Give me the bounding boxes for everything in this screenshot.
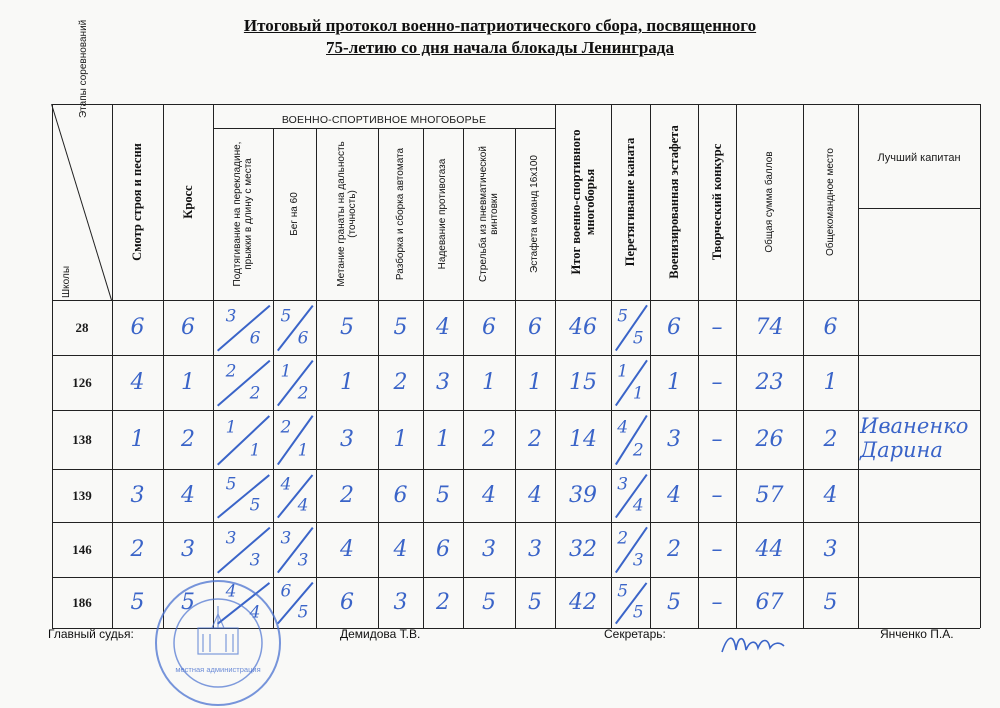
cell-estafeta: 2 — [528, 426, 542, 452]
cell-metanie: 5 — [340, 314, 354, 340]
cell-summa: 44 — [755, 536, 784, 562]
cell-kross: 3 — [181, 536, 195, 562]
cell-strelba: 4 — [482, 482, 496, 508]
cell-pull-top: 2 — [225, 361, 237, 381]
cell-tvorch: – — [711, 589, 723, 615]
cell-kross: 6 — [181, 314, 195, 340]
cell-summa: 26 — [755, 426, 784, 452]
column-line — [112, 104, 113, 628]
cell-protivogaz: 3 — [436, 369, 450, 395]
cell-voen_est: 1 — [667, 369, 681, 395]
cell-smotr: 4 — [130, 369, 145, 395]
cell-pull-top: 4 — [225, 581, 237, 602]
cell-razborka: 3 — [393, 589, 408, 615]
chief-judge-label: Главный судья: — [48, 627, 134, 641]
column-line — [736, 104, 737, 628]
cell-kanat-bottom: 5 — [632, 602, 644, 623]
cell-mesto: 2 — [823, 426, 838, 452]
cell-mesto: 6 — [823, 314, 838, 340]
column-line — [213, 104, 214, 628]
cell-estafeta: 5 — [528, 589, 542, 615]
column-line — [423, 128, 424, 628]
cell-smotr: 2 — [130, 536, 145, 562]
cell-itog: 32 — [569, 536, 597, 562]
cell-mesto: 3 — [823, 536, 838, 562]
title-line-2: 75-летию со дня начала блокады Ленинграда — [326, 38, 674, 57]
cell-razborka: 1 — [393, 426, 408, 452]
column-line — [273, 128, 274, 628]
cell-itog: 42 — [569, 589, 597, 615]
cell-strelba: 5 — [482, 589, 496, 615]
cell-tvorch: – — [711, 426, 723, 452]
secretary-label: Секретарь: — [604, 627, 666, 641]
title-line-1: Итоговый протокол военно-патриотического сбора, посвященного — [243, 16, 757, 35]
table-border-top — [52, 104, 980, 105]
cell-protivogaz: 6 — [436, 536, 450, 562]
cell-estafeta: 1 — [528, 369, 542, 395]
cell-kanat-top: 5 — [617, 306, 629, 326]
column-line — [463, 128, 464, 628]
header-estafeta: Эстафета команд 16х100 — [529, 155, 541, 273]
column-line — [163, 104, 164, 628]
school-number: 126 — [72, 374, 92, 390]
cell-summa: 74 — [755, 314, 784, 340]
row-line — [52, 355, 980, 356]
cell-razborka: 6 — [393, 482, 408, 508]
cell-beg-bottom: 2 — [297, 383, 309, 403]
cell-kross: 4 — [181, 482, 195, 508]
cell-voen_est: 3 — [667, 426, 681, 452]
cell-mesto: 4 — [823, 482, 838, 508]
cell-tvorch: – — [711, 536, 723, 562]
cell-estafeta: 4 — [528, 482, 542, 508]
group-label: ВОЕННО-СПОРТИВНОЕ МНОГОБОРЬЕ — [281, 114, 487, 126]
cell-kanat-bottom: 3 — [632, 550, 644, 570]
cell-pull-top: 5 — [225, 474, 237, 495]
cell-kanat-bottom: 1 — [632, 383, 644, 403]
column-line — [650, 104, 651, 628]
cell-tvorch: – — [711, 369, 723, 395]
cell-summa: 57 — [755, 482, 784, 508]
school-number: 139 — [72, 487, 92, 503]
cell-razborka: 4 — [393, 536, 408, 562]
cell-estafeta: 6 — [528, 314, 542, 340]
cell-pull-bottom: 3 — [249, 550, 261, 570]
cell-metanie: 2 — [340, 482, 354, 508]
cell-kanat-bottom: 2 — [632, 440, 644, 461]
cell-beg-bottom: 4 — [297, 495, 309, 516]
cell-pull-bottom: 4 — [249, 602, 261, 623]
cell-estafeta: 3 — [528, 536, 542, 562]
secretary-signature — [718, 626, 788, 662]
corner-label-schools: Школы — [61, 265, 72, 298]
cell-kanat-bottom: 4 — [632, 495, 644, 516]
column-line — [378, 128, 379, 628]
cell-itog: 39 — [569, 482, 597, 508]
header-protivogaz: Надевание противогаза — [437, 158, 449, 270]
cell-kanat-top: 1 — [617, 361, 629, 381]
cell-metanie: 6 — [340, 589, 354, 615]
cell-razborka: 2 — [393, 369, 408, 395]
group-divider-line — [213, 128, 555, 129]
cell-smotr: 6 — [130, 314, 145, 340]
header-pull: Подтягивание на перекладине, прыжки в длину с места — [231, 141, 254, 287]
header-captain: Лучший капитан — [877, 152, 961, 164]
cell-kross: 2 — [181, 426, 195, 452]
row-line — [52, 522, 980, 523]
cell-pull-top: 1 — [225, 417, 237, 438]
header-strelba: Стрельба из пневматической винтовки — [477, 146, 500, 282]
header-smotr: Смотр строя и песни — [130, 143, 145, 261]
cell-voen_est: 2 — [667, 536, 681, 562]
captain-divider-line — [858, 208, 980, 209]
column-line — [515, 128, 516, 628]
chief-judge-name: Демидова Т.В. — [340, 627, 421, 641]
cell-protivogaz: 5 — [436, 482, 450, 508]
school-number: 186 — [72, 594, 92, 610]
cell-beg-bottom: 6 — [297, 328, 309, 348]
header-metanie: Метание гранаты на дальность (точность) — [335, 141, 358, 287]
cell-summa: 23 — [755, 369, 784, 395]
cell-protivogaz: 4 — [436, 314, 450, 340]
column-line — [858, 104, 859, 628]
cell-kanat-top: 2 — [617, 528, 629, 548]
header-beg: Бег на 60 — [288, 192, 300, 236]
row-line — [52, 469, 980, 470]
cell-mesto: 1 — [823, 369, 838, 395]
secretary-name: Янченко П.А. — [880, 627, 954, 641]
cell-itog: 14 — [569, 426, 597, 452]
header-bottom-line — [52, 300, 980, 301]
header-kanat: Перетягивание каната — [623, 137, 638, 267]
cell-mesto: 5 — [823, 589, 838, 615]
cell-captain: Иваненко Дарина — [860, 414, 969, 463]
cell-voen_est: 6 — [667, 314, 681, 340]
school-number: 146 — [72, 541, 92, 557]
cell-metanie: 3 — [340, 426, 354, 452]
cell-beg-top: 6 — [280, 581, 292, 602]
column-line — [980, 104, 981, 628]
header-itog: Итог военно-спортивного многоборья — [568, 129, 597, 275]
header-tvorch: Творческий конкурс — [709, 143, 724, 261]
cell-pull-bottom: 5 — [249, 495, 261, 516]
column-line — [555, 104, 556, 628]
cell-pull-bottom: 2 — [249, 383, 261, 403]
cell-protivogaz: 2 — [436, 589, 450, 615]
header-voen_est: Военизированная эстафета — [666, 125, 681, 279]
cell-itog: 46 — [569, 314, 597, 340]
cell-strelba: 3 — [482, 536, 496, 562]
cell-pull-top: 3 — [225, 306, 237, 326]
cell-pull-top: 3 — [225, 528, 237, 548]
school-number: 28 — [75, 319, 89, 335]
column-line — [698, 104, 699, 628]
cell-beg-top: 5 — [280, 306, 292, 326]
cell-strelba: 1 — [482, 369, 496, 395]
cell-voen_est: 4 — [667, 482, 681, 508]
header-razborka: Разборка и сборка автомата — [394, 147, 406, 281]
header-kross: Кросс — [180, 185, 195, 219]
row-line — [52, 410, 980, 411]
cell-beg-top: 3 — [280, 528, 292, 548]
header-mesto: Общекомандное место — [824, 148, 836, 256]
column-line — [611, 104, 612, 628]
official-stamp — [148, 578, 288, 708]
column-line — [803, 104, 804, 628]
stamp-text: местная администрация — [175, 665, 261, 674]
cell-kanat-top: 5 — [617, 581, 629, 602]
cell-pull-bottom: 1 — [249, 440, 261, 461]
cell-summa: 67 — [755, 589, 784, 615]
cell-kross: 1 — [181, 369, 195, 395]
cell-kross: 5 — [181, 589, 195, 615]
cell-pull-bottom: 6 — [249, 328, 261, 348]
cell-metanie: 1 — [340, 369, 354, 395]
cell-kanat-top: 3 — [617, 474, 629, 495]
school-number: 138 — [72, 431, 92, 447]
column-line — [316, 128, 317, 628]
header-summa: Общая сумма баллов — [763, 151, 775, 253]
cell-metanie: 4 — [340, 536, 354, 562]
cell-beg-bottom: 3 — [297, 550, 309, 570]
cell-tvorch: – — [711, 314, 723, 340]
cell-strelba: 6 — [482, 314, 496, 340]
cell-protivogaz: 1 — [436, 426, 450, 452]
corner-label-stages: Этапы соревнований — [78, 19, 89, 118]
cell-kanat-top: 4 — [617, 417, 629, 438]
cell-beg-top: 2 — [280, 417, 292, 438]
cell-beg-top: 4 — [280, 474, 292, 495]
cell-beg-bottom: 5 — [297, 602, 309, 623]
cell-smotr: 1 — [130, 426, 145, 452]
cell-voen_est: 5 — [667, 589, 681, 615]
cell-beg-top: 1 — [280, 361, 292, 381]
cell-smotr: 5 — [130, 589, 145, 615]
cell-strelba: 2 — [482, 426, 496, 452]
cell-razborka: 5 — [393, 314, 408, 340]
cell-smotr: 3 — [130, 482, 145, 508]
cell-tvorch: – — [711, 482, 723, 508]
cell-itog: 15 — [569, 369, 597, 395]
cell-beg-bottom: 1 — [297, 440, 309, 461]
cell-kanat-bottom: 5 — [632, 328, 644, 348]
